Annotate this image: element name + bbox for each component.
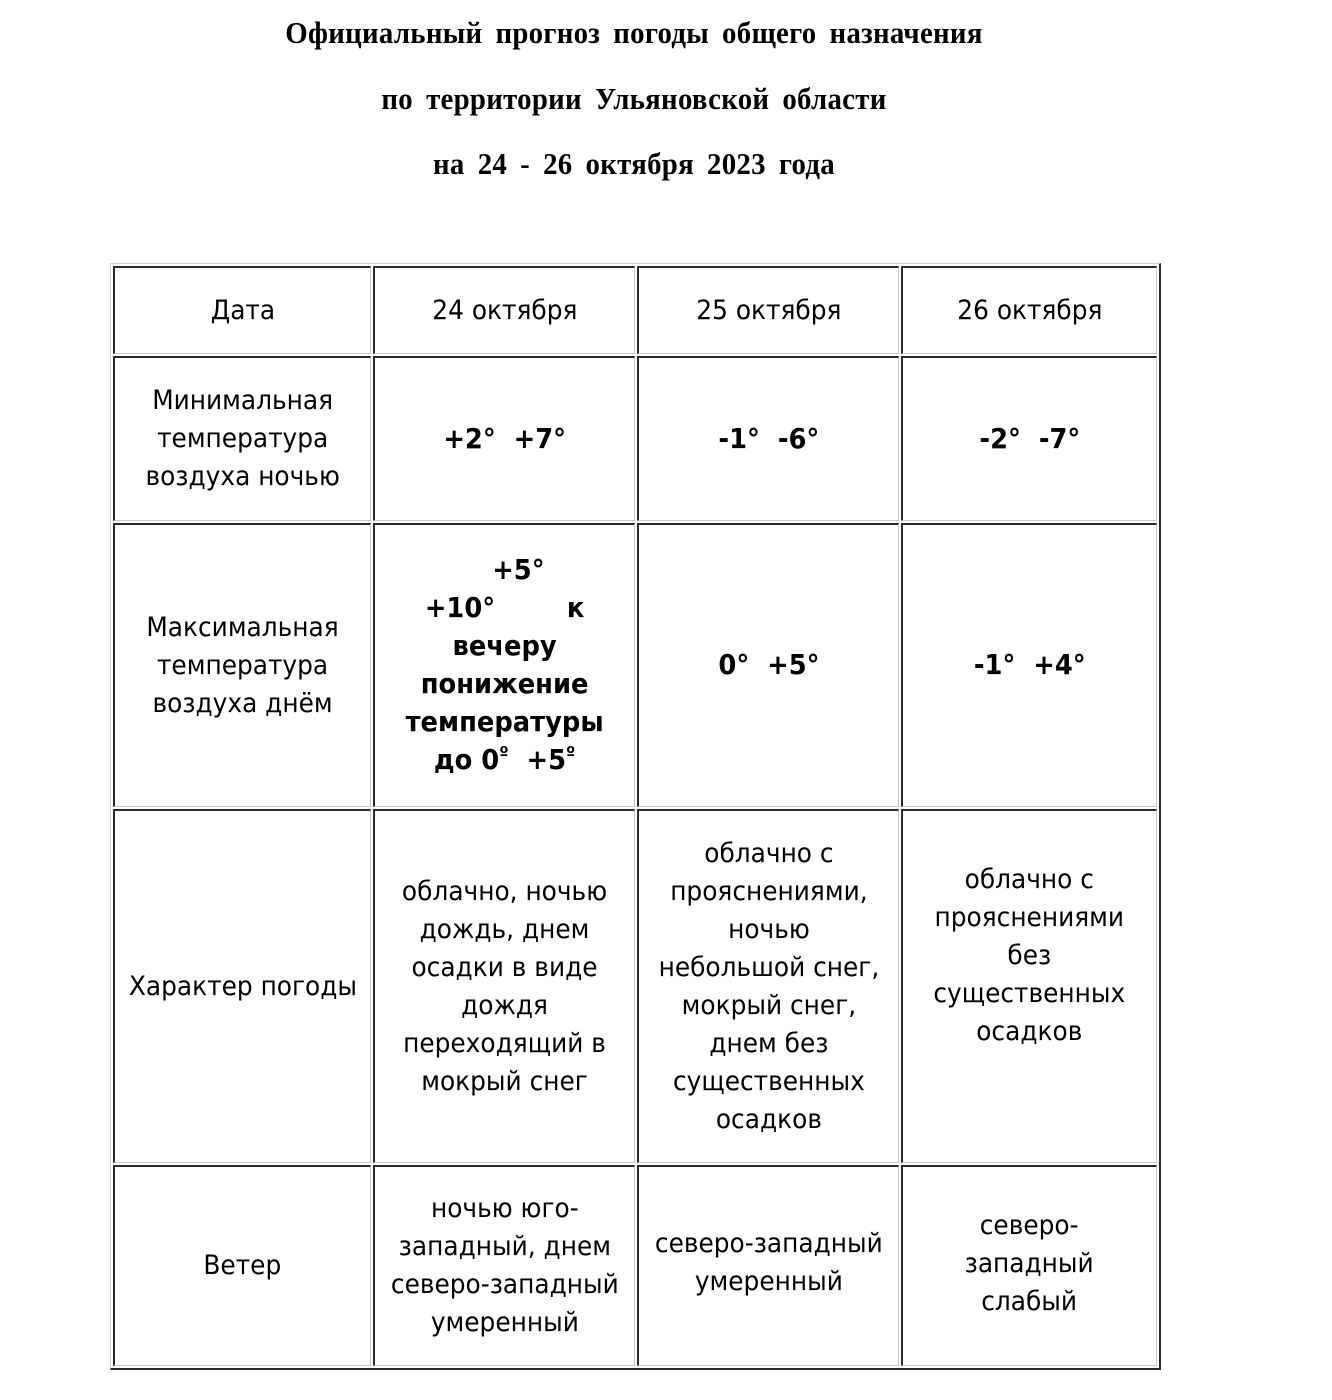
min-temp-day-3: -2° -7° (901, 356, 1157, 521)
row-label-min-temp: Минимальная температура воздуха ночью (113, 356, 371, 521)
row-label-max-temp: Максимальная температура воздуха днём (113, 523, 371, 807)
max-temp-day-1: +5° +10° к вечеру понижение температуры до $0^º +5^º$ (373, 523, 635, 807)
forecast-table (110, 263, 1161, 1370)
table-row-max-temp (113, 523, 1157, 807)
header-day-3: 26 октября (901, 266, 1157, 354)
title-line-2: по территории Ульяновской области (381, 81, 887, 116)
header-day-2: 25 октября (637, 266, 899, 354)
row-label-wind: Ветер (113, 1165, 371, 1366)
table-header-row (113, 266, 1157, 354)
row-label-weather: Характер погоды (113, 809, 371, 1163)
min-temp-day-1: +2° +7° (373, 356, 635, 521)
max-temp-day-3: -1° +4° (901, 523, 1157, 807)
table-row-min-temp (113, 356, 1157, 521)
wind-day-1: ночью юго- западный, днем северо-западный умеренный (373, 1165, 635, 1366)
title-line-1: Официальный прогноз погоды общего назначения (285, 15, 983, 50)
table-row-weather (113, 809, 1157, 1163)
weather-day-1: облачно, ночью дождь, днем осадки в виде дождя переходящий в мокрый снег (373, 809, 635, 1163)
min-temp-day-2: -1° -6° (637, 356, 899, 521)
max-temp-day-2: 0° +5° (637, 523, 899, 807)
wind-day-2: северо-западный умеренный (637, 1165, 899, 1366)
wind-day-3: северо- западный слабый (901, 1165, 1157, 1366)
header-day-1: 24 октября (373, 266, 635, 354)
title-line-3: на 24 - 26 октября 2023 года (433, 146, 835, 181)
weather-day-2: облачно с прояснениями, ночью небольшой снег, мокрый снег, днем без существенных осадков (637, 809, 899, 1163)
header-date-label: Дата (113, 266, 371, 354)
weather-day-3: облачно с прояснениями без существенных осадков (901, 809, 1157, 1163)
table-row-wind (113, 1165, 1157, 1366)
